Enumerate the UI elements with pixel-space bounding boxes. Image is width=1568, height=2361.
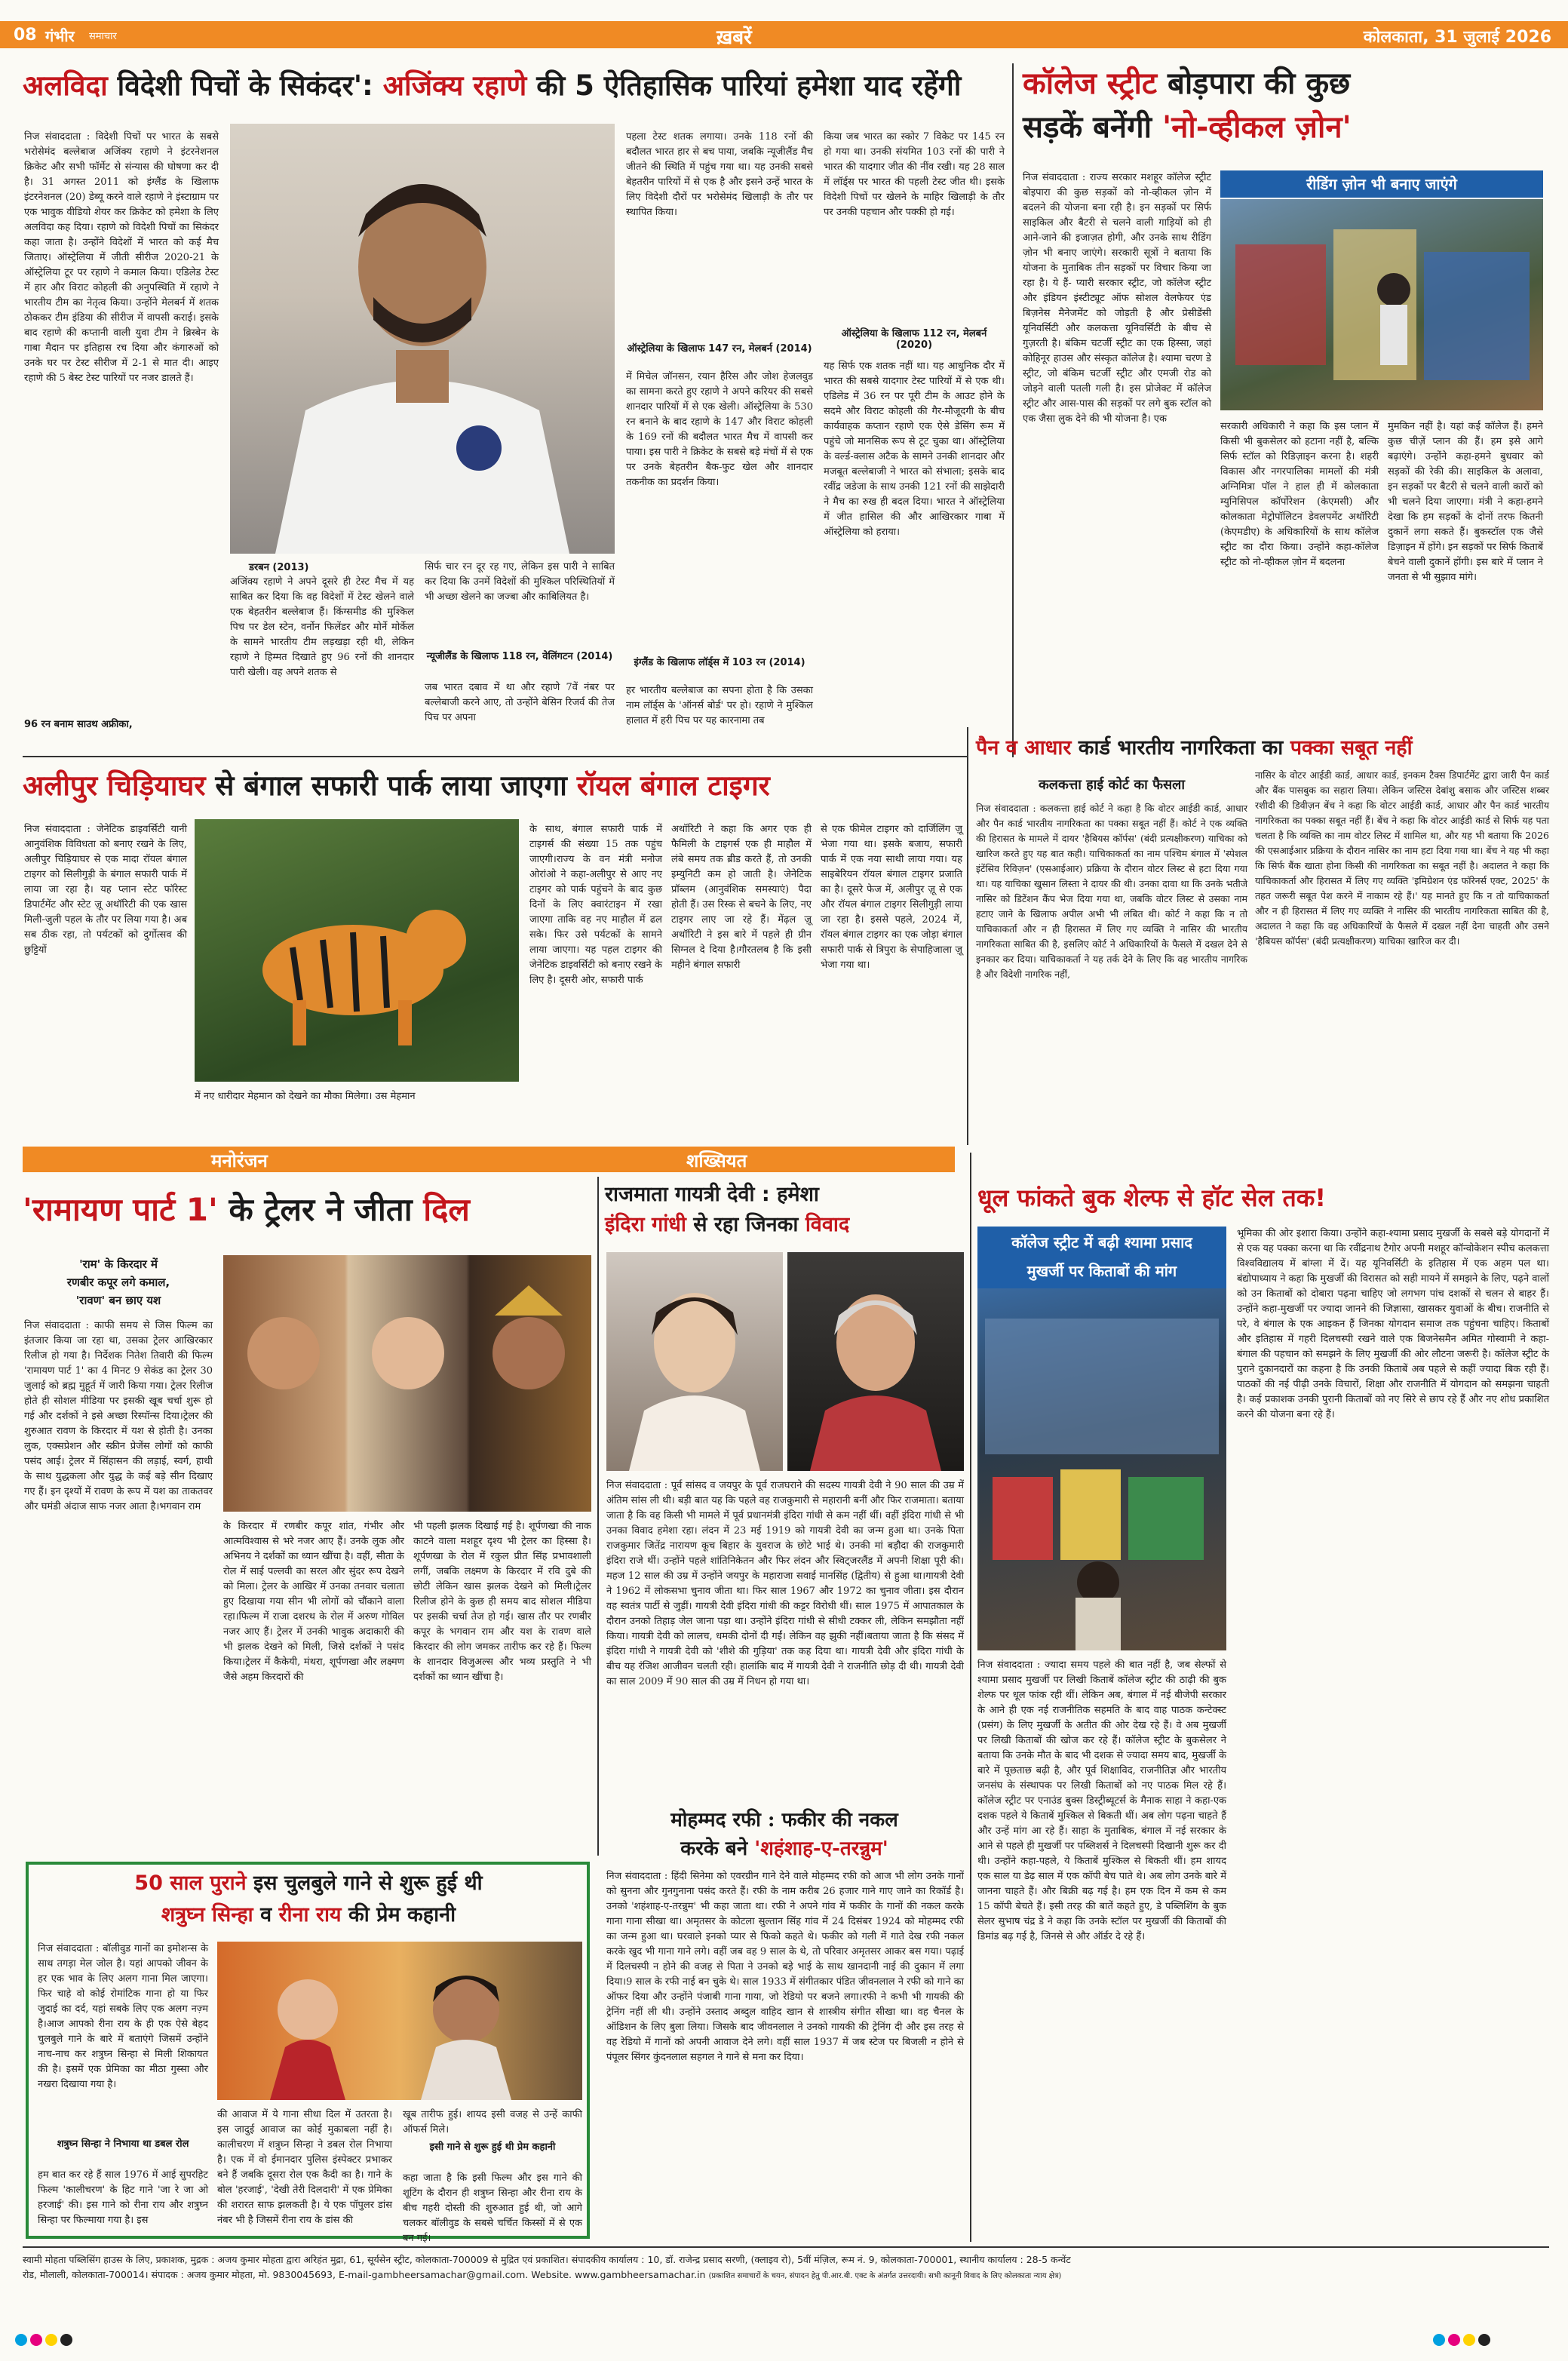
ramayan-col1: निज संवाददाता : काफी समय से जिस फिल्म का इंतजार किया जा रहा था, उसका ट्रेलर आखिरकार रिलीज हो गया है। निर्देशक नितेश तिवारी की फिल्म 'रामायण पार्ट 1' का 4 मिनट 9 सेकंड का ट्रेलर 30 जुलाई को ब्रह्म मुहूर्त में जारी किया गया। ट्रेलर रिलीज होते ही सोशल मीडिया पर इसकी खूब चर्चा शुरू हो गई और दर्शकों ने इसे अच्छा रिस्पॉन्स दिया।ट्रेलर की शुरुआत रावण के किरदार में यश से होती है। उनका लुक, एक्सप्रेशन और स्क्रीन प्रेजेंस लोगों को काफी पसंद आई। ट्रेलर में सिंहासन की लड़ाई, स्वर्ग, हाथी के साथ युद्धकला और युद्ध के कई बड़े सीन दिखाए गए हैं। इन दृश्यों में रावण के रूप में यश का ताकतवर और घमंडी अंदाज साफ नजर आता है।भगवान राम	[24, 1320, 213, 1512]
pan-aadhaar-col1: निज संवाददाता : कलकत्ता हाई कोर्ट ने कहा है कि वोटर आईडी कार्ड, आधार और पैन कार्ड भारतीय नागरिकता का पक्का सबूत नहीं हैं। कोर्ट ने एक व्यक्ति की हिरासत के मामले में दायर 'हैबियस कॉर्पस' (बंदी प्रत्यक्षीकरण) याचिका को खारिज करते हुए यह बात कही। याचिकाकर्ता का नाम पश्चिम बंगाल में 'स्पेशल इंटेंसिव रिविज़न' (एसआईआर) प्रक्रिया के दौरान वोटर लिस्ट से हटा दिया गया था। यह याचिका खुसान लिस्ता ने दायर की थी। उनका दावा था कि उनके भतीजे नासिर को डिटेंशन कैंप भेज दिया गया था, जबकि वोटर लिस्ट से उसका नाम हटाए जाने के खिलाफ अपील अभी भी लंबित थी। कोर्ट ने कहा कि न तो याचिकाकर्ता और न ही हिरासत में लिए गए व्यक्ति ने नासिर की भारतीय नागरिकता साबित की है, इसलिए कोर्ट ने अधिकारियों के फैसले में दखल देने से इनकार कर दिया। याचिकाकर्ता ने यह तर्क देने के लिए कि वह भारतीय नागरिक है और विदेशी नागरिक नहीं,	[976, 803, 1247, 980]
actors-icon	[217, 1942, 582, 2100]
reg-mark-black	[60, 2334, 72, 2346]
bookstall-icon	[1220, 199, 1543, 410]
indira-gandhi-photo	[787, 1252, 964, 1471]
bookshelf-banner: कॉलेज स्ट्रीट में बढ़ी श्यामा प्रसाद मुखर्जी पर किताबों की मांग	[977, 1227, 1226, 1288]
ramayan-col3: भी पहली झलक दिखाई गई है। शूर्पणखा की नाक काटने वाला मशहूर दृश्य भी ट्रेलर का हिस्सा है। शूर्पणखा के रोल में रकुल प्रीत सिंह प्रभावशाली लगीं, जबकि लक्ष्मण के किरदार में रवि दुबे की छोटी लेकिन खास झलक देखने को मिली।ट्रेलर रिलीज होने के कुछ ही समय बाद सोशल मीडिया पर इसकी चर्चा तेज हो गई। खास तौर पर रणबीर कपूर के भगवान राम और यश के रावण वाले किरदार की लोग जमकर तारीफ कर रहे हैं। फिल्म के शानदार विजुअल्स और भव्य प्रस्तुति ने भी दर्शकों का ध्यान खींचा है।	[413, 1521, 591, 1683]
paper-name-small: समाचार	[89, 31, 117, 42]
rahane-col1: निज संवाददाता : विदेशी पिचों पर भारत के सबसे भरोसेमंद बल्लेबाज अजिंक्य रहाणे ने इंटरनेशनल क्रिकेट और सभी फॉर्मेट से संन्यास की घोषणा कर दी है। 31 अगस्त 2011 को इंग्लैंड के खिलाफ इंटरनेशनल (20) डेब्यू करने वाले रहाणे ने इंस्टाग्राम पर एक भावुक वीडियो शेयर कर क्रिकेट को हमेशा के लिए अलविदा कह दिया। रहाणे को विदेशी पिचों का सिकंदर कहा जाता है। उन्होंने विदेशों में भारत को कई मैच जिताए। ऑस्ट्रेलिया में जीती सीरीज 2020-21 के ऑस्ट्रेलिया टूर पर रहाणे ने कमाल किया। एडिलेड टेस्ट में हार और विराट कोहली की अनुपस्थिति में रहाणे ने भारतीय टीम का नेतृत्व किया। उन्होंने मेलबर्न में शतक ठोककर टीम इंडिया की सीरीज में वापसी कराई। इसके बाद रहाणे की कप्तानी वाली युवा टीम ने ब्रिस्बेन के गाबा मैदान पर इतिहास रच दिया और कंगारुओं को उनके घर पर टेस्ट सीरीज में 2-1 से मात दी। आइए रहाणे की 5 बेस्ट टेस्ट पारियों पर नजर डालते हैं।	[24, 131, 219, 384]
portrait-icon	[787, 1252, 964, 1471]
reg-mark-magenta	[1448, 2334, 1460, 2346]
bookstall-photo	[1220, 199, 1543, 410]
page-number: 08	[14, 26, 37, 45]
song-col1-sub: शत्रुघ्न सिन्हा ने निभाया था डबल रोल	[57, 2138, 189, 2150]
reg-mark-yellow	[1463, 2334, 1475, 2346]
rahane-col4c: हर भारतीय बल्लेबाज का सपना होता है कि उसका नाम लॉर्ड्स के 'ऑनर्स बोर्ड' पर हो। रहाणे ने मुश्किल हालात में हरी पिच पर यह कारनामा तब	[626, 685, 813, 726]
rahane-headline: अलविदा विदेशी पिचों के सिकंदर': अजिंक्य रहाणे की 5 ऐतिहासिक पारियां हमेशा याद रहेंगी	[23, 69, 962, 102]
footer-rule	[23, 2246, 1549, 2248]
song-col1: निज संवाददाता : बॉलीवुड गानों का इमोशन्स के साथ तगड़ा मेल जोल है। यहां आपको जीवन के हर एक भाव के लिए अलग गाना मिल जाएगा। फिर चाहे वो कोई रोमांटिक गाना हो या फिर जुदाई का दर्द, यहां सबके लिए एक अलग नज़्म है।आज आपको रीना राय के ही एक ऐसे बेहद चुलबुले गाने के बारे में बताएंगे जिसमें उन्होंने नाच-नाच कर शत्रुघ्न सिन्हा से मिली शिकायत की है। इसमें एक प्रेमिका का मीठा गुस्सा और नखरा दिखाया गया है।	[38, 1943, 208, 2090]
player-portrait-icon	[230, 124, 615, 554]
bookshelf-col1: निज संवाददाता : ज्यादा समय पहले की बात नहीं है, जब सेल्फों से श्यामा प्रसाद मुखर्जी पर लिखी किताबें कॉलेज स्ट्रीट की ठाढ़ी की बुक शेल्फ पर धूल फांक रही थीं। लेकिन अब, बंगाल में नई बीजेपी सरकार के आने ही एक नई राजनीतिक सहमति के बाद वाह पाठक कन्टेक्स्ट (प्रसंग) के लिए मुखर्जी के अतीत की ओर देख रहे हैं। वे अब मुखर्जी पर लिखी किताबों की खोज कर रहे हैं। कॉलेज स्ट्रीट के बुकसेलर ने बताया कि उनके मौत के बाद भी दशक से ज्यादा समय बाद, मुखर्जी के बारे में पूछताछ बढ़ी है, और पूर्व शिक्षाविद, राजनीतिज्ञ और भारतीय जनसंघ के संस्थापक पर लिखी किताबों को नए पाठक मिल रहे हैं। कॉलेज स्ट्रीट पर एनाउंड बुक्स डिस्ट्रीब्यूटर्स के मैनाक साहा ने कहा-एक दशक पहले ये किताबें मुश्किल से बिकती थीं। अब लोग पढ़ना चाहते हैं और उन्हें मांग आ रहे हैं। साहा के मुताबिक, बंगाल में नई सरकार के आने से पहले ही मुखर्जी पर पब्लिशर्स ने दिलचस्पी दिखानी शुरू कर दी थी। उन्होंने कहा-पहले, ये किताबें मुश्किल से बिकती थीं। हम शायद एक साल या डेढ़ साल में एक कॉपी बेच पाते थे। अब लोग उनके बारे में जानना चाहते हैं। और बिक्री बढ़ गई है। हम एक दिन में कम से कम 15 कॉपी बेचते हैं। इसी तरह की बातें कहते हुए, डे पब्लिशिंग के बुक सेलर सुभाष चंद्र डे ने कहा कि उनके स्टॉल पर मुखर्जी की किताबों की डिमांड बढ़ गई है, जिनसे से और ऑर्डर दे रहे हैं।	[977, 1659, 1226, 1942]
rahane-col1-sub: 96 रन बनाम साउथ अफ्रीका,	[24, 719, 133, 730]
section-band	[23, 1147, 955, 1172]
rahane-col4-sub2: इंग्लैंड के खिलाफ लॉर्ड्स में 103 रन (2014)	[634, 657, 805, 668]
film-characters-icon	[223, 1255, 591, 1512]
ramayan-sub: 'राम' के किरदार में रणबीर कपूर लगे कमाल, 'रावण' बन छाए यश	[66, 1257, 170, 1307]
rahane-col5b: यह सिर्फ एक शतक नहीं था। यह आधुनिक दौर में भारत की सबसे यादगार टेस्ट पारियों में से एक थी। एडिलेड में 36 रन पर पूरी टीम के आउट होने के सदमे और विराट कोहली की गैर-मौजूदगी के बीच कार्यवाहक कप्तान रहाणे एक ऐसे डेसिंग रूम में पहुंचे जो मानसिक रूप से टूट चुका था। ऑस्ट्रेलिया के वर्ल्ड-क्लास अटैक के सामने उनकी शानदार और मजबूत बल्लेबाजी ने भारत को संभाला; इसके बाद रवींद्र जडेजा के साथ उनकी 121 रनों की साझेदारी ने मैच का रुख ही बदल दिया। भारत ने ऑस्ट्रेलिया में जीत हासिल की और आखिरकार गाबा में ऑस्ट्रेलिया को हराया।	[824, 361, 1005, 538]
reg-mark-yellow	[45, 2334, 57, 2346]
date-line: कोलकाता, 31 जुलाई 2026	[1363, 28, 1551, 47]
rahane-col5a: किया जब भारत का स्कोर 7 विकेट पर 145 रन हो गया था। उनकी संयमित 103 रनों की पारी ने भारत की यादगार जीत की नींव रखी। यह 28 साल में लॉर्ड्स पर भारत की पहली टेस्ट जीत थी। इसके विदेशी पिचों पर खेलने के माहिर खिलाड़ी के तौर पर उनकी पहचान और पक्की हो गई।	[824, 131, 1005, 218]
band-personality: शख्सियत	[686, 1150, 747, 1171]
rahane-col3b: जब भारत दबाव में था और रहाणे 7वें नंबर पर बल्लेबाजी करने आए, तो उन्होंने बेसिन रिजर्व की तेज पिच पर अपना	[425, 682, 615, 723]
alipur-col4: से एक फीमेल टाइगर को दार्जिलिंग ज़ू भेजा गया था। इसके बजाय, सफारी पार्क में एक नया साथी लाया गया। यह साइबेरियन रॉयल बंगाल टाइगर प्रजाति का है। दूसरे फेज में, अलीपुर ज़ू से एक और रॉयल बंगाल टाइगर सिलीगुड़ी लाया जा रहा है। इससे पहले, 2024 में, रॉयल बंगाल टाइगर का एक जोड़ा बंगाल सफारी पार्क से त्रिपुरा के सेपाहिजाला ज़ू भेजा गया था।	[821, 824, 962, 971]
college-street-col1: निज संवाददाता : राज्य सरकार मशहूर कॉलेज स्ट्रीट बोइपारा की कुछ सड़कों को नो-व्हीकल ज़ोन में बदलने की योजना बना रही है। इन सड़कों पर सिर्फ साइकिल और बैटरी से चलने वाली गाड़ियों को ही आने-जाने की इजाज़त होगी, और उनके साथ रीडिंग ज़ोन भी बनाए जाएंगे। सरकारी सूत्रों ने बताया कि योजना के मुताबिक तीन सड़कों पर विचार किया जा रहा है। ये हैं- प्यारी सरकार स्ट्रीट, जो कॉलेज स्ट्रीट और इंडियन इंस्टीट्यूट ऑफ सोशल वेलफेयर एंड बिज़नेस मैनेजमेंट को जोड़ती है और प्रेसीडेंसी यूनिवर्सिटी और कलकत्ता यूनिवर्सिटी के बीच से गुज़रती है। बंकिम चटर्जी स्ट्रीट का एक हिस्सा, जहां कोहिनूर हाउस और संस्कृत कॉलेज है। श्यामा चरण डे स्ट्रीट, जो बंकिम चटर्जी स्ट्रीट और एमजी रोड को जोड़ने वाली पतली गली है। इस प्रोजेक्ट में कॉलेज स्ट्रीट और आस-पास की सड़कों पर लगे बुक स्टॉल को एक जैसा लुक देने की भी योजना है। एक	[1023, 172, 1211, 425]
rahane-col4b: में मिचेल जॉनसन, रयान हैरिस और जोश हेजलवुड का सामना करते हुए रहाणे ने अपने करियर की सबसे शानदार पारियों में से एक खेली। ऑस्ट्रेलिया के 530 रन बनाने के बाद रहाणे के 147 और विराट कोहली के 169 रनों की बदौलत भारत मैच में वापसी कर पाया। इस पारी ने क्रिकेट के सबसे बड़े मंचों में से एक पर उनके बेहतरीन बैक-फुट खेल और शानदार तकनीक का प्रदर्शन किया।	[626, 371, 813, 488]
rahane-photo-caption: डरबन (2013)	[249, 562, 309, 573]
college-street-col3: मुमकिन नहीं है। यहां कई कॉलेज हैं। हमने कुछ चीज़ें प्लान की हैं। हम इसे आगे बढ़ाएंगे। उन्होंने कहा-हमने बुधवार को सड़कों की रेकी की। साइकिल के अलावा, इन सड़कों पर बैटरी से चलने वाली कारों को भी चलने दिया जाएगा। मंत्री ने कहा-हमने देखा कि हम सड़कों के दोनों तरफ कितनी दुकानें लगा सकते हैं। बुकस्टॉल एक जैसे डिज़ाइन में होंगे। इन सड़कों पर सिर्फ किताबें बेचने वाली दुकानें होंगी। इस बारे में प्लान ने जनता से भी सुझाव मांगे।	[1388, 421, 1543, 583]
song-col3b: कहा जाता है कि इसी फिल्म और इस गाने की शूटिंग के दौरान ही शत्रुघ्न सिन्हा और रीना राय के बीच गहरी दोस्ती की शुरुआत हुई थी, जो आगे चलकर बॉलीवुड के सबसे चर्चित किस्सों में से एक बन गई।	[403, 2172, 582, 2244]
alipur-col1: निज संवाददाता : जेनेटिक डाइवर्सिटी यानी आनुवंशिक विविधता को बनाए रखने के लिए, अलीपुर चिड़ियाघर से एक मादा रॉयल बंगाल टाइगर को सिलीगुड़ी के बंगाल सफारी पार्क में लाया जा रहा है। यह प्लान स्टेट फॉरेस्ट डिपार्टमेंट और स्टेट ज़ू अथॉरिटी की एक खास मिली-जुली पहल के तौर पर लिया गया है। अब सब ठीक रहा, तो पर्यटकों को दुर्गोत्सव की छुट्टियों	[24, 824, 187, 956]
column-divider	[970, 1153, 971, 2242]
kalicharan-photo	[217, 1942, 582, 2100]
ramayan-col2: के किरदार में रणबीर कपूर शांत, गंभीर और आत्मविश्वास से भरे नजर आए हैं। उनके लुक और अभिनय ने दर्शकों का ध्यान खींचा है। वहीं, सीता के रोल में साई पल्लवी का सरल और सुंदर रूप देखने को मिला। ट्रेलर के आखिर में उनका तनवार चलाता हुए दिखाया गया सीन भी लोगों को चौंकाने वाला रहा।फिल्म में राजा दशरथ के रोल में अरुण गोविल नजर आए हैं। ट्रेलर में उनकी भावुक अदाकारी की भी झलक देखने को मिली, जिसे दर्शकों ने पसंद किया।ट्रेलर में कैकेयी, मंथरा, शूर्पणखा और लक्ष्मण जैसे अहम किरदारों की	[223, 1521, 404, 1683]
college-street-headline: कॉलेज स्ट्रीट बोड़पारा की कुछ सड़कें बनेंगी 'नो-व्हीकल ज़ोन'	[1023, 66, 1352, 145]
song-col3: खूब तारीफ हुई। शायद इसी वजह से उन्हें काफी ऑफर्स मिले।	[403, 2109, 582, 2135]
tiger-photo	[195, 819, 519, 1082]
rahane-col2: अजिंक्य रहाणे ने अपने दूसरे ही टेस्ट मैच में यह साबित कर दिया कि वह विदेशों में टेस्ट खेलने वाले एक बेहतरीन बल्लेबाज हैं। किंग्समीड की मुश्किल पिच पर डेल स्टेन, वर्नोन फिलेंडर और मोर्ने मोर्केल के सामने भारतीय टीम लड़खड़ा रही थी, लेकिन रहाणे ने हिम्मत दिखाते हुए 96 रनों की शानदार पारी खेली। वह अपने शतक से	[230, 576, 414, 678]
registration-marks-right	[1433, 2334, 1493, 2349]
reg-mark-black	[1478, 2334, 1490, 2346]
rahane-col3-sub: न्यूजीलैंड के खिलाफ 118 रन, वेलिंगटन (2014)	[426, 651, 613, 662]
registration-marks-left	[15, 2334, 75, 2349]
song-headline: 50 साल पुराने इस चुलबुले गाने से शुरू हुई थी शत्रुघ्न सिन्हा व रीना राय की प्रेम कहानी	[134, 1871, 483, 1927]
ramayan-still	[223, 1255, 591, 1512]
reg-mark-magenta	[30, 2334, 42, 2346]
imprint: स्वामी मोहता पब्लिसिंग हाउस के लिए, प्रकाशक, मुद्रक : अजय कुमार मोहता द्वारा अरिहंत मुद्रा, 61, सूर्यसेन स्ट्रीट, कोलकाता-700009 से मुद्रित एवं प्रकाशित। संपादकीय कार्यालय : 10, डॉ. राजेन्द्र प्रसाद सरणी, (क्लाइव रो), 5वीं मंज़िल, रूम नं. 9, कोलकाता-700001, स्थानीय कार्यालय : 28-5 कन्वेंट रोड, मौलाली, कोलकाता-700014। संपादक : अजय कुमार मोहता, मो. 9830045693, E-mail-gambheersamachar@gmail.com. Website. www.gambheersamachar.in (प्रकाशित समाचारों के चयन, संपादन हेतु पी.आर.बी. एक्ट के अंतर्गत उत्तरदायी। सभी कानूनी विवाद के लिए कोलकाता न्याय क्षेत्र)	[23, 2254, 1071, 2280]
bookshop-icon	[977, 1288, 1226, 1650]
rafi-headline: मोहम्मद रफी : फकीर की नकल करके बने 'शहंशाह-ए-तरन्नुम'	[670, 1809, 898, 1860]
bookshop-photo	[977, 1288, 1226, 1650]
portrait-icon	[606, 1252, 783, 1471]
song-col1b: हम बात कर रहे हैं साल 1976 में आई सुपरहिट फिल्म 'कालीचरण' के हिट गाने 'जा रे जा ओ हरजाई' की। इस गाने को रीना राय और शत्रुघ्न सिन्हा पर फिल्माया गया है। इस	[38, 2169, 208, 2226]
reg-mark-cyan	[1433, 2334, 1445, 2346]
alipur-headline: अलीपुर चिड़ियाघर से बंगाल सफारी पार्क लाया जाएगा रॉयल बंगाल टाइगर	[23, 769, 770, 802]
bookshelf-headline: धूल फांकते बुक शेल्फ से हॉट सेल तक!	[977, 1184, 1326, 1212]
college-street-col2: सरकारी अधिकारी ने कहा कि इस प्लान में किसी भी बुकसेलर को हटाना नहीं है, बल्कि सिर्फ स्टॉल को रिडिज़ाइन करना है। शहरी विकास और नगरपालिका मामलों की मंत्री अग्निमित्रा पॉल ने हाल ही में कोलकाता म्युनिसिपल कॉर्पोरेशन (केएमसी) और कोलकाता मेट्रोपॉलिटन डेवलपमेंट अथॉरिटी (केएमडीए) के अधिकारियों के साथ कॉलेज स्ट्रीट का दौरा किया। उन्होंने कहा-कॉलेज स्ट्रीट को नो-व्हीकल ज़ोन में बदलना	[1220, 421, 1379, 568]
song-col3-sub: इसी गाने से शुरू हुई थी प्रेम कहानी	[429, 2141, 556, 2153]
rahane-col4a: पहला टेस्ट शतक लगाया। उनके 118 रनों की बदौलत भारत हार से बच पाया, जबकि न्यूजीलैंड मैच जीतने की स्थिति में पहुंच गया था। यह उनकी सबसे बेहतरीन पारियों में से एक है और इसने उन्हें भारत के लिए विदेशी दौरों पर भरोसेमंद खिलाड़ी के तौर पर स्थापित किया।	[626, 131, 813, 218]
alipur-col3: अथॉरिटी ने कहा कि अगर एक ही फैमिली के टाइगर्स एक ही माहौल में लंबे समय तक ब्रीड करते हैं, तो उनकी इम्युनिटी कम हो जाती है। जेनेटिक प्रॉब्लम (आनुवंशिक समस्याएं) पैदा होती हैं। उस रिस्क से बचने के लिए, नए टाइगर लाए जा रहे हैं। मेंढ़ल ज़ू अथॉरिटी ने इस बारे में पहले ही ग्रीन सिग्नल दे दिया है।गौरतलब है कि इसी महीने बंगाल सफारी	[671, 824, 812, 971]
rafi-body: निज संवाददाता : हिंदी सिनेमा को एवरग्रीन गाने देने वाले मोहम्मद रफी को आज भी लोग उनके गानों को सुनना और गुनगुनाना पसंद करते हैं। रफी के नाम करीब 26 हजार गाने गाए जाने का रिकॉर्ड है। उनको 'शहंशाह-ए-तरन्नुम' भी कहा जाता था। रफी ने अपने गांव में फकीर के गानों की नकल करके गाना गाना सीखा था। अमृतसर के कोटला सुल्तान सिंह गांव में 24 दिसंबर 1924 को मोहम्मद रफी का जन्म हुआ था। घरवाले इनको प्यार से फिको कहते थे। फकीर को गली में गाते देख रफी नकल करके खुद भी गाना गाने लगे। वहीं जब वह 9 साल के थे, तो परिवार अमृतसर आकर बस गया। पढ़ाई में दिलचस्पी न होने की वजह से पिता ने उनको बड़े भाई के साथ खानदानी नाई की दुकान में लगा दिया।9 साल के रफी नाई बन चुके थे। साल 1933 में संगीतकार पंडित जीवनलाल ने रफी को गाने का ऑफर दिया और उन्होंने पंजाबी गाना गाया, जो रेडियो पर बजने लगा।रफी ने कभी भी गायकी की ट्रेनिंग नहीं ली थी। उन्होंने उस्ताद अब्दुल वाहिद खान से शास्त्रीय संगीत सीखा था। वह चैनल के ऑडिशन के लिए बुला लिया। जिसके बाद जीवनलाल ने उनको गायकी की ट्रेनिंग दी और इस तरह से वह रेडियो में गानों को अपनी आवाज देने लगे। वहीं साल 1937 में जब स्टेज पर बिजली न होने से पंपूलर सिंगर कुंदनलाल सहगल ने गाने से मना कर दिया।	[606, 1871, 964, 2063]
rahane-photo	[230, 124, 615, 554]
gayatri-body: निज संवाददाता : पूर्व सांसद व जयपुर के पूर्व राजघराने की सदस्य गायत्री देवी ने 90 साल की उम्र में अंतिम सांस ली थी। बड़ी बात यह कि पहले वह राजकुमारी से महारानी बनीं और फिर राजमाता। बताया जाता है कि वह किसी भी मामले में पूर्व प्रधानमंत्री इंदिरा गांधी से कम नहीं थीं। वहीं इंदिरा गांधी से भी उनका विवाद हमेशा रहा। लंदन में 23 मई 1919 को गायत्री देवी का जन्म हुआ था। उनके पिता राजकुमार जितेंद्र नारायण कूच बिहार के युवराज के छोटे भाई थे। उनकी मां बड़ौदा की राजकुमारी इंदिरा राजे थीं। उन्होंने पहले शांतिनिकेतन और फिर लंदन और स्विट्जरलैंड में अपनी शिक्षा पूरी की। महज 12 साल की उम्र में उन्होंने जयपुर के महाराजा सवाई मानसिंह (द्वितीय) से हुआ था।गायत्री देवी ने 1962 में लोकसभा चुनाव जीता था। फिर साल 1967 और 1972 का चुनाव जीता। इस दौरान वह स्वतंत्र पार्टी से जुड़ीं। गायत्री देवी इंदिरा गांधी की कट्टर विरोधी थीं। साल 1975 में आपातकाल के दौरान उनको तिहाड़ जेल जाना पड़ा था। उन्होंने इंदिरा गांधी से सीधी टक्कर ली, लेकिन समझौता नहीं किया। गायत्री देवी को लालच, धमकी दोनों दी गईं। लेकिन वह झुकी नहीं।बताया जाता है कि संसद में इंदिरा गांधी ने गायत्री देवी को 'शीशे की गुड़िया' तक कह दिया था। गायत्री देवी और इंदिरा गांधी के बीच यह रंजिश आजीवन चलती रही। हालांकि बाद में गायत्री देवी ने राजनीति छोड़ दी थी। गायत्री देवी का साल 2009 में 90 साल की उम्र में निधन हो गया था।	[606, 1480, 964, 1687]
column-divider	[1012, 63, 1014, 757]
paper-name: गंभीर	[45, 27, 75, 45]
gayatri-devi-photo	[606, 1252, 783, 1471]
reg-mark-cyan	[15, 2334, 27, 2346]
pan-aadhaar-headline: पैन व आधार कार्ड भारतीय नागरिकता का पक्का सबूत नहीं	[976, 736, 1413, 760]
alipur-col2: के साथ, बंगाल सफारी पार्क में टाइगर्स की संख्या 15 तक पहुंच जाएगी।राज्य के वन मंत्री मनोज ओरांओ ने कहा-अलीपुर से आए नए टाइगर को पार्क पहुंचने के बाद कुछ दिनों के लिए क्वारंटाइन में रखा जाएगा ताकि वह नए माहौल में ढल सके। फिर उसे पर्यटकों के सामने लाया जाएगा। यह पहल टाइगर की जेनेटिक डाइवर्सिटी को बनाए रखने के लिए है। दूसरी ओर, सफारी पार्क	[529, 824, 662, 986]
gayatri-headline: राजमाता गायत्री देवी : हमेशा इंदिरा गांधी से रहा जिनका विवाद	[605, 1183, 850, 1236]
column-divider	[967, 727, 968, 1145]
rahane-col5-sub: ऑस्ट्रेलिया के खिलाफ 112 रन, मेलबर्न (2020)	[841, 328, 987, 351]
pan-aadhaar-subhead: कलकत्ता हाई कोर्ट का फैसला	[1038, 777, 1186, 793]
song-col2: की आवाज में ये गाना सीधा दिल में उतरता है। इस जादुई आवाज का कोई मुकाबला नहीं है। कालीचरण में शत्रुघ्न सिन्हा ने डबल रोल निभाया है। एक में वो ईमानदार पुलिस इंस्पेक्टर प्रभाकर बने हैं जबकि दूसरा रोल एक कैदी का है। गाने के बोल 'हरजाई', 'देखी तेरी दिलदारी' में एक प्रेमिका की शरारत साफ झलकती है। ये एक पॉपुलर डांस नंबर भी है जिसमें रीना राय के डांस की	[217, 2109, 392, 2226]
tiger-caption: में नए धारीदार मेहमान को देखने का मौका मिलेगा। उस मेहमान	[195, 1091, 416, 1102]
pan-aadhaar-col2: नासिर के वोटर आईडी कार्ड, आधार कार्ड, इनकम टैक्स डिपार्टमेंट द्वारा जारी पैन कार्ड और बैंक पासबुक का सहारा लिया। लेकिन जस्टिस देबांशु बसाक और जस्टिस शब्बर रशीदी की डिवीज़न बेंच ने कहा कि वोटर आईडी कार्ड, आधार और पैन कार्ड भारतीय नागरिकता का पक्का सबूत नहीं हैं। बेंच ने कहा कि वोटर आईडी कार्ड से सिर्फ यह पता चलता है कि व्यक्ति का नाम वोटर लिस्ट में शामिल था, और यह भी बताया कि 2026 की एसआईआर प्रक्रिया के दौरान नासिर का नाम हटा दिया गया था। बेंच ने यह भी कहा कि सिर्फ बैंक खाता होना किसी की नागरिकता का सबूत नहीं है। अदालत ने कहा कि याचिकाकर्ता और हिरासत में लिए गए व्यक्ति 'इमिग्रेशन एंड फॉरेनर्स एक्ट, 2025' के तहत जरूरी सबूत पेश करने में नाकाम रहे हैं।' यह मानते हुए कि न तो याचिकाकर्ता और न ही हिरासत में लिए गए व्यक्ति ने नासिर की भारतीय नागरिकता साबित की है, अदालत ने कहा कि वह अधिकारियों के फैसले में दखल नहीं देना चाहती और उसने 'हैबियस कॉर्पस' (बंदी प्रत्यक्षीकरण) याचिका खारिज कर दी।	[1255, 769, 1549, 947]
reading-zone-banner: रीडिंग ज़ोन भी बनाए जाएंगे	[1220, 170, 1543, 198]
masthead	[0, 21, 1568, 48]
column-divider	[597, 1177, 599, 1856]
rahane-col4-sub1: ऑस्ट्रेलिया के खिलाफ 147 रन, मेलबर्न (2014)	[627, 343, 812, 355]
tiger-icon	[195, 819, 519, 1082]
band-entertainment: मनोरंजन	[211, 1150, 268, 1171]
section-title: ख़बरें	[716, 26, 752, 49]
ramayan-headline: 'रामायण पार्ट 1' के ट्रेलर ने जीता दिल	[23, 1191, 470, 1228]
section-divider	[23, 756, 967, 757]
rahane-col3a: सिर्फ चार रन दूर रह गए, लेकिन इस पारी ने साबित कर दिया कि उनमें विदेशों की मुश्किल परिस्थितियों में भी अच्छा खेलने का जज्बा और काबिलियत है।	[425, 561, 615, 603]
bookshelf-col2: भूमिका की ओर इशारा किया। उन्होंने कहा-श्यामा प्रसाद मुखर्जी के सबसे बड़े योगदानों में से एक यह पक्का करना था कि रवींद्रनाथ टैगोर अपनी मशहूर कॉन्वोकेशन स्पीच कलकत्ता विश्वविद्यालय में बांग्ला में दें। यह यूनिवर्सिटी के इतिहास में एक अहम पल था। बंद्योपाध्याय ने कहा कि मुखर्जी की विरासत को सही मायने में समझने के लिए, पढ़ने वालों को उन किताबों को दोबारा पढ़ना चाहिए जो लगभग पांच दशकों से चलन से बाहर हैं। उन्होंने कहा-मुखर्जी पर ज्यादा जानने की जिज्ञासा, खासकर युवाओं के बीच। राजनीति से परे, वे बंगाल के एक आइकन हैं जिनका योगदान समाज तक पहुंचना चाहिए। किताबों और इतिहास में गहरी दिलचस्पी रखने वाले एक बिजनेसमैन अमित गोस्वामी ने कहा-बंगाल की पहचान को समझने के लिए मुखर्जी की ओर लौटना जरूरी है। कॉलेज स्ट्रीट के पुराने दुकानदारों का कहना है कि उनकी किताबें अब पहले से कहीं ज्यादा बिक रही हैं। पाठकों की नई पीढ़ी उनके विचारों, शिक्षा और राजनीति में योगदान को समझना चाहती है। कई प्रकाशक उनकी पुरानी किताबों को नए सिरे से छाप रहे हैं और नए शोध प्रकाशित करने की योजना बना रहे हैं।	[1237, 1228, 1549, 1420]
